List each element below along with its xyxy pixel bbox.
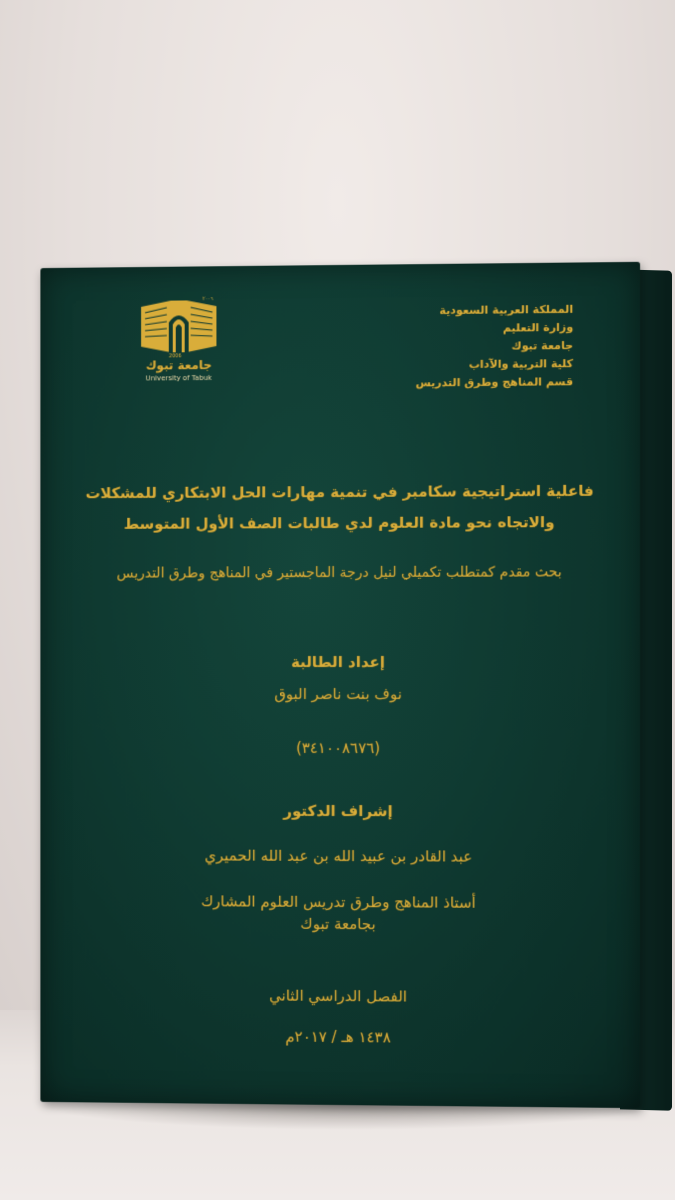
- thesis-title-line-2: والاتجاه نحو مادة العلوم لدي طالبات الصف الأول المتوسط: [123, 513, 555, 533]
- header-line-country: المملكة العربية السعودية: [439, 302, 574, 318]
- header-line-department: قسم المناهج وطرق التدريس: [415, 375, 574, 390]
- university-emblem-icon: [131, 296, 226, 359]
- supervisor-heading: إشراف الدكتور: [283, 801, 393, 821]
- header-line-university: جامعة تبوك: [511, 338, 574, 353]
- logo-year-ar: ٢٠٠٦: [202, 296, 214, 303]
- thesis-title-line-1: فاعلية استراتيجية سكامبر في تنمية مهارات الحل الابتكاري للمشكلات: [85, 481, 594, 503]
- logo-name-ar: جامعة تبوك: [145, 358, 212, 373]
- academic-date: ١٤٣٨ هـ / ٢٠١٧م: [285, 1027, 391, 1047]
- logo-year-en: 2006: [168, 353, 182, 359]
- university-logo: [131, 296, 226, 386]
- semester: الفصل الدراسي الثاني: [269, 986, 407, 1006]
- supervisor-name: عبد القادر بن عبيد الله بن عبد الله الحميري: [204, 846, 473, 866]
- logo-name-en: University of Tabuk: [145, 373, 212, 383]
- header-line-ministry: وزارة التعليم: [502, 320, 574, 335]
- student-heading: إعداد الطالبة: [291, 652, 386, 672]
- thesis-book-cover: [40, 262, 640, 1108]
- supervisor-rank: أستاذ المناهج وطرق تدريس العلوم المشارك: [201, 892, 476, 912]
- header-line-college: كلية التربية والآداب: [468, 357, 574, 371]
- institution-header: [372, 301, 573, 393]
- student-name: نوف بنت ناصر البوق: [274, 685, 402, 704]
- student-id: (٣٤١٠٠٨٦٧٦): [295, 738, 381, 758]
- supervisor-university: بجامعة تبوك: [300, 914, 376, 934]
- thesis-purpose: بحث مقدم كمتطلب تكميلي لنيل درجة الماجستير في المناهج وطرق التدريس: [116, 564, 562, 582]
